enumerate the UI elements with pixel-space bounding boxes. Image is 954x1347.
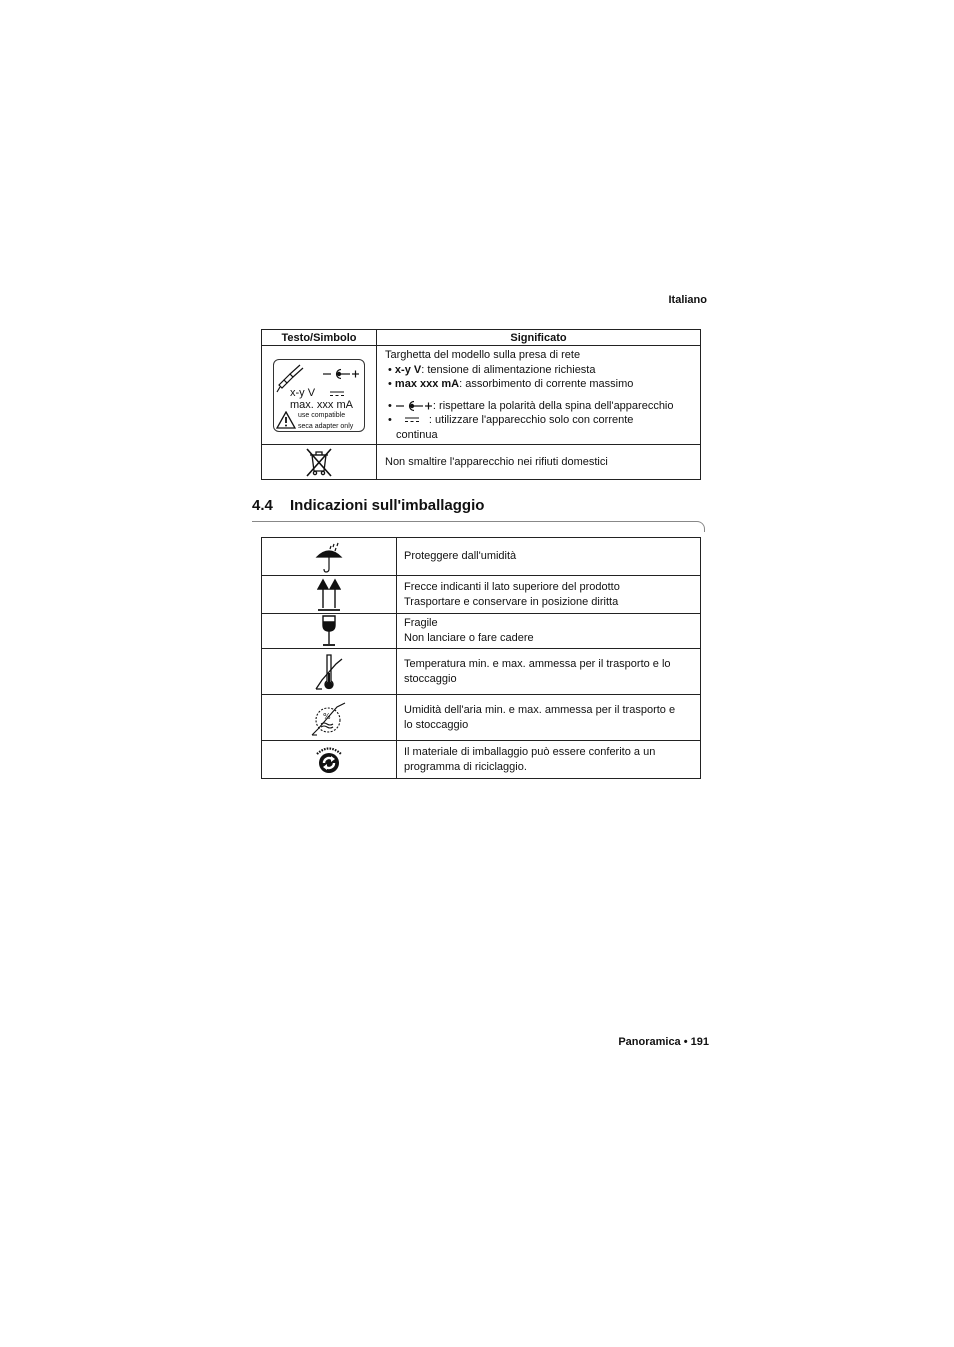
polarity-symbol-icon bbox=[322, 368, 360, 380]
svg-text:%: % bbox=[323, 711, 331, 721]
bullet-voltage: • x-y V: tensione di alimentazione richiesta bbox=[388, 363, 596, 376]
type-label-meaning bbox=[377, 346, 701, 445]
table-row bbox=[262, 346, 701, 445]
table-row bbox=[262, 576, 701, 614]
label-adapter-line1: use compatible bbox=[298, 411, 346, 419]
table-row bbox=[262, 695, 701, 741]
table-row bbox=[262, 614, 701, 649]
symbol-table bbox=[261, 329, 701, 480]
temperature-text bbox=[397, 649, 701, 695]
direct-current-icon bbox=[330, 391, 344, 397]
row-line2: programma di riciclaggio. bbox=[404, 760, 527, 773]
weee-meaning: Non smaltire l'apparecchio nei rifiuti domestici bbox=[377, 445, 701, 480]
bullet-dc-continuation: continua bbox=[396, 428, 438, 441]
section-heading bbox=[252, 497, 484, 514]
table-row bbox=[262, 538, 701, 576]
bullet-current: • max xxx mA: assorbimento di corrente massimo bbox=[388, 378, 634, 390]
recycling-cell bbox=[262, 741, 397, 779]
column-header-symbol: Testo/Simbolo bbox=[262, 330, 377, 346]
bullet-polarity-text: : rispettare la polarità della spina dell'apparecchio bbox=[432, 399, 674, 412]
humidity-cell bbox=[262, 695, 397, 741]
table-row bbox=[262, 649, 701, 695]
table-row bbox=[262, 741, 701, 779]
row-line1: Fragile bbox=[404, 617, 438, 629]
table-header-row bbox=[262, 330, 701, 346]
table-row bbox=[262, 445, 701, 480]
label-current: max. xxx mA bbox=[290, 398, 353, 411]
this-way-up-icon bbox=[317, 578, 341, 612]
fragile-text bbox=[397, 614, 701, 649]
row-line2: stoccaggio bbox=[404, 672, 457, 685]
packaging-table bbox=[261, 537, 701, 779]
row-line1: Il materiale di imballaggio può essere conferito a un bbox=[404, 745, 656, 758]
direct-current-icon bbox=[395, 416, 429, 424]
weee-cell bbox=[262, 445, 377, 480]
green-dot-recycling-icon bbox=[313, 744, 345, 776]
bullet-polarity: • : rispettare la polarità della spina dell'apparecchio bbox=[388, 399, 674, 412]
umbrella-cell bbox=[262, 538, 397, 576]
bullet-dc: • : utilizzare l'apparecchio solo con corrente bbox=[388, 414, 634, 426]
bullet-current-term: max xxx mA bbox=[394, 378, 460, 390]
row-line1: Frecce indicanti il lato superiore del prodotto bbox=[404, 580, 620, 593]
label-voltage: x-y V bbox=[290, 386, 316, 399]
section-number: 4.4 bbox=[252, 497, 273, 514]
language-label: Italiano bbox=[668, 294, 707, 306]
humidity-text bbox=[397, 695, 701, 741]
recycling-text bbox=[397, 741, 701, 779]
umbrella-text bbox=[397, 538, 701, 576]
humidity-limit-icon bbox=[311, 699, 347, 737]
bullet-voltage-text: : tensione di alimentazione richiesta bbox=[421, 363, 596, 376]
fragile-cell bbox=[262, 614, 397, 649]
polarity-symbol-icon bbox=[395, 400, 433, 412]
temperature-limit-icon bbox=[314, 653, 344, 691]
page-footer: Panoramica • 191 bbox=[618, 1036, 709, 1048]
row-line2: Trasportare e conservare in posizione diritta bbox=[404, 595, 619, 608]
this-way-up-text bbox=[397, 576, 701, 614]
temperature-cell bbox=[262, 649, 397, 695]
bullet-dc-text: : utilizzare l'apparecchio solo con corrente bbox=[428, 414, 634, 426]
umbrella-icon bbox=[314, 541, 344, 573]
row-line1: Temperatura min. e max. ammessa per il trasporto e lo bbox=[404, 657, 671, 670]
row-line1: Umidità dell'aria min. e max. ammessa per il trasporto e bbox=[404, 703, 676, 716]
this-way-up-cell bbox=[262, 576, 397, 614]
type-label-cell bbox=[262, 346, 377, 445]
row-line2: lo stoccaggio bbox=[404, 718, 469, 731]
label-adapter-line2: seca adapter only bbox=[298, 422, 354, 430]
warning-icon bbox=[276, 411, 296, 429]
section-title: Indicazioni sull'imballaggio bbox=[290, 497, 485, 514]
type-plate-label bbox=[273, 359, 365, 432]
bullet-current-text: : assorbimento di corrente massimo bbox=[459, 378, 634, 390]
bullet-voltage-term: x-y V bbox=[394, 363, 422, 376]
section-divider bbox=[252, 521, 705, 532]
column-header-meaning: Significato bbox=[377, 330, 701, 346]
row-line1: Proteggere dall'umidità bbox=[404, 550, 517, 562]
crossed-bin-icon bbox=[304, 447, 334, 477]
fragile-glass-icon bbox=[319, 615, 339, 647]
row-line2: Non lanciare o fare cadere bbox=[404, 632, 534, 644]
row1-intro: Targhetta del modello sulla presa di rete bbox=[385, 349, 581, 361]
